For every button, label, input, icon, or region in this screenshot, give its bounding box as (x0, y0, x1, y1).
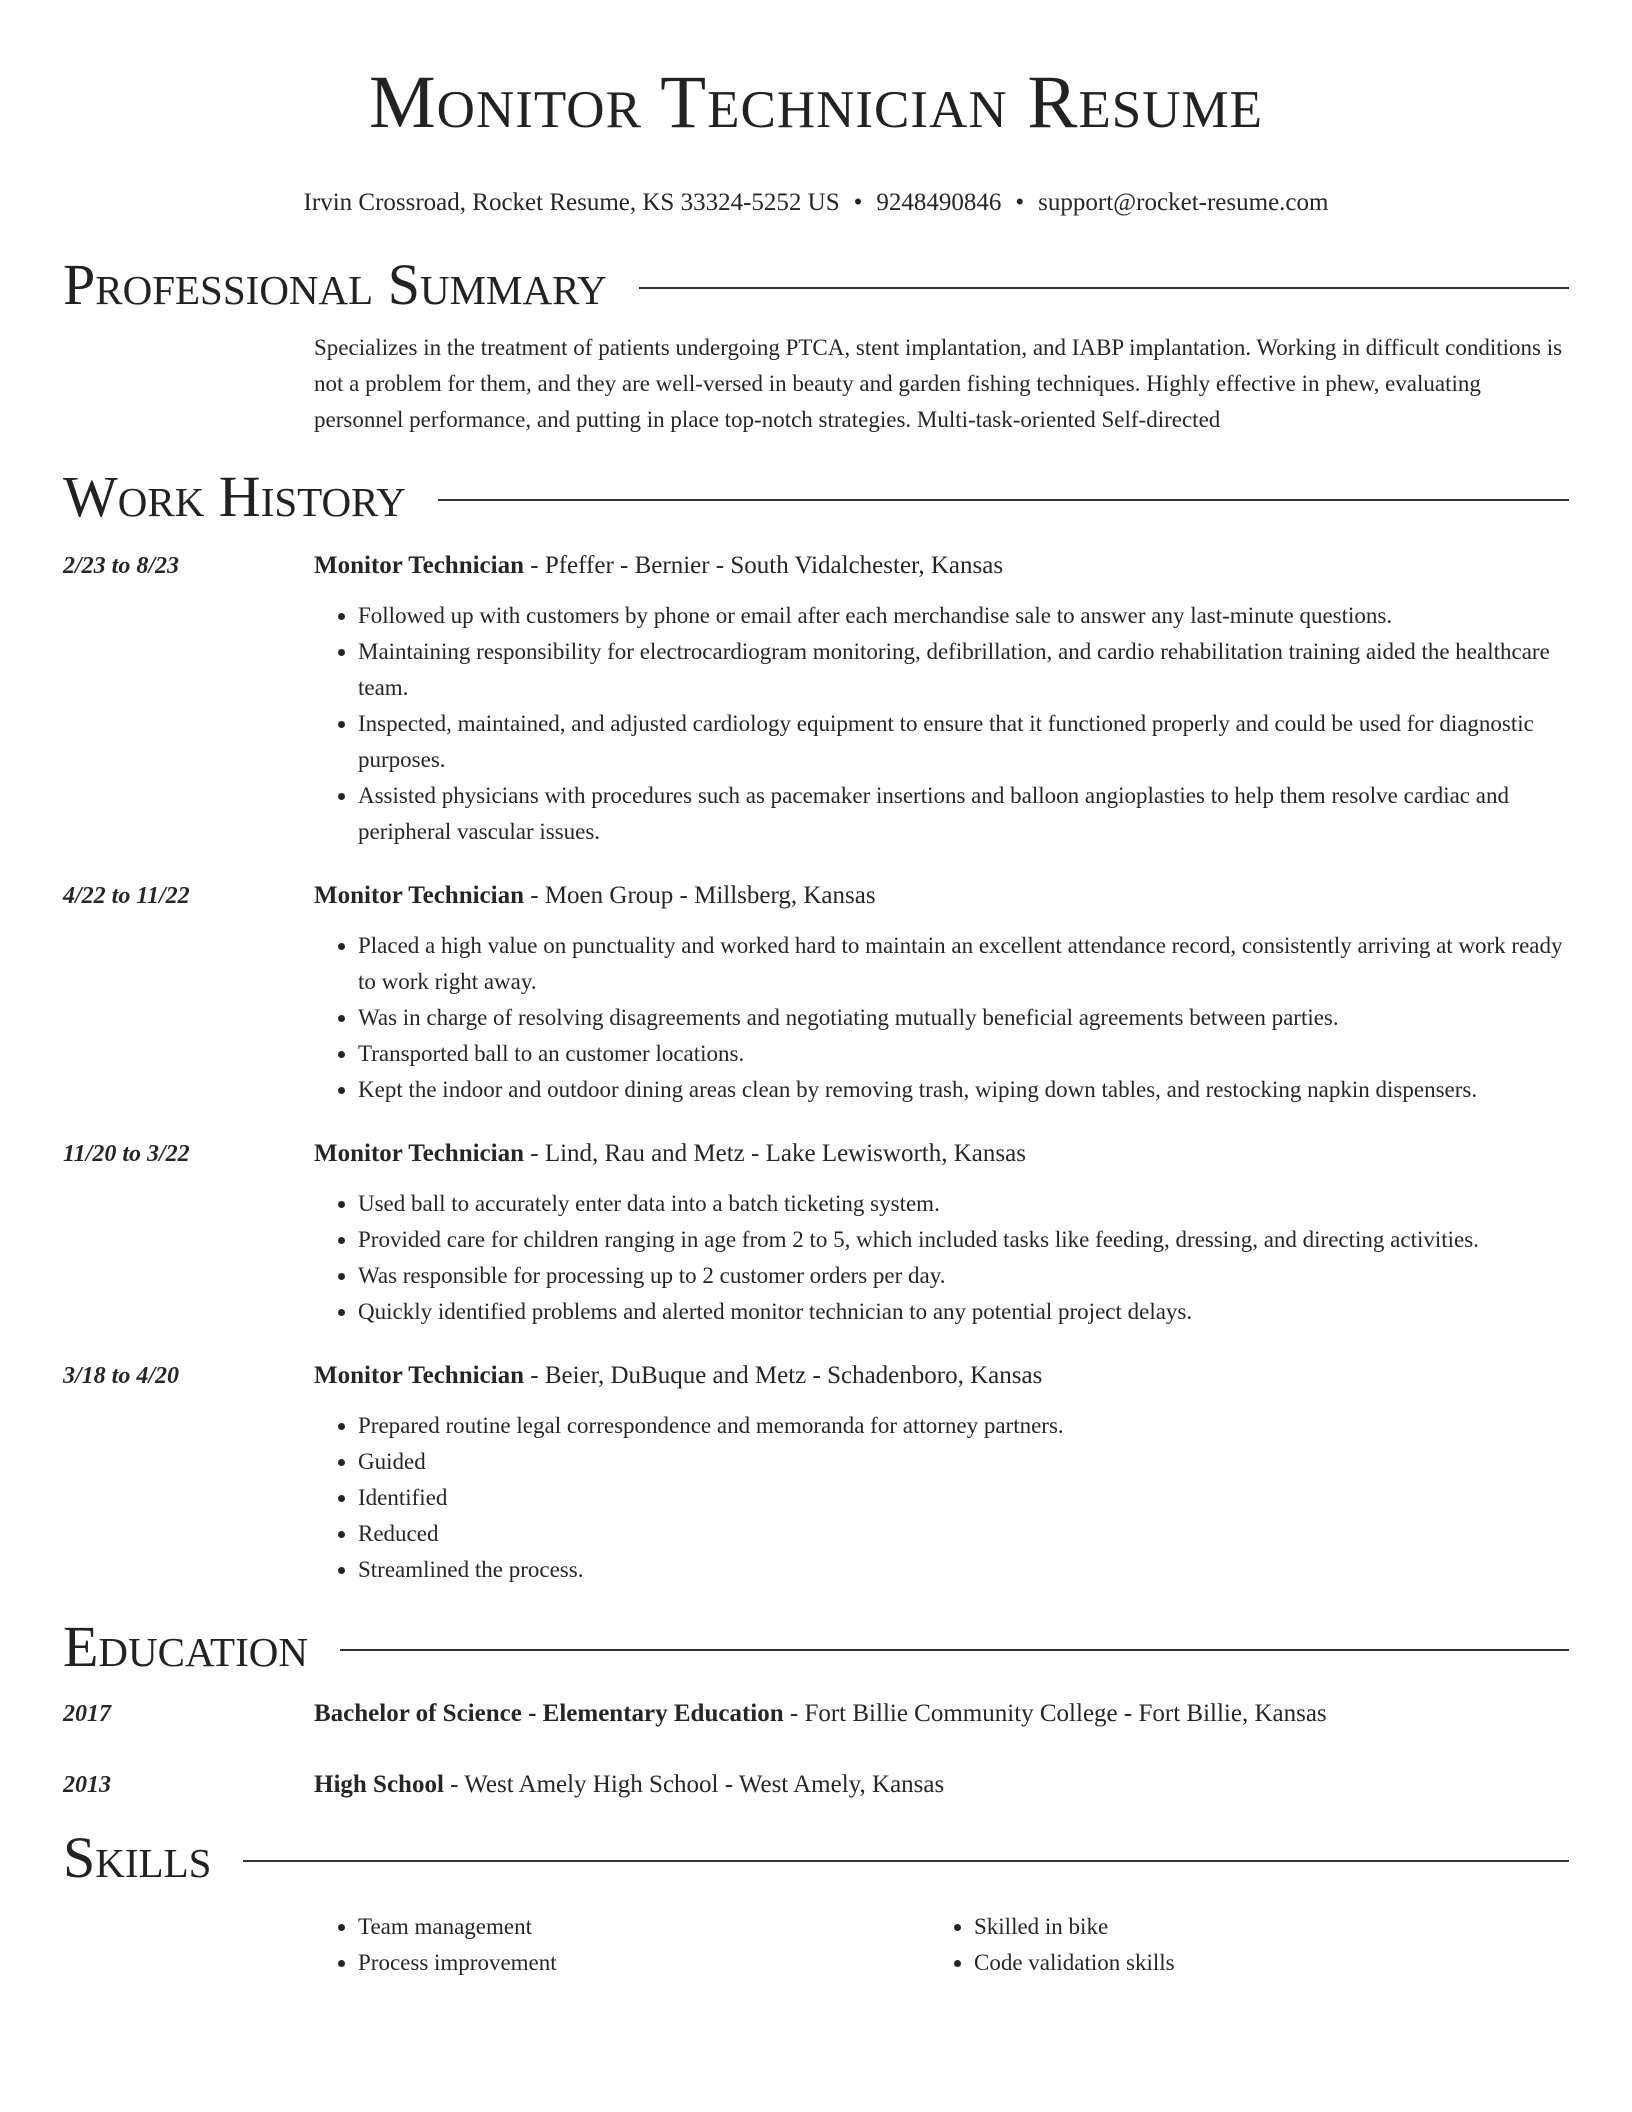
job-title: Monitor Technician (314, 552, 524, 579)
section-divider (639, 287, 1569, 289)
education-details: - Fort Billie Community College - Fort Billie, Kansas (783, 1700, 1327, 1727)
contact-email: support@rocket-resume.com (1038, 189, 1329, 216)
job-details: - Lind, Rau and Metz - Lake Lewisworth, Kansas (524, 1140, 1026, 1167)
job-heading (314, 878, 1569, 914)
skills-section-header (63, 1825, 1569, 1891)
job-bullet: • Followed up with customers by phone or email after each merchandise sale to answer any last-minute questions. (358, 598, 1569, 634)
job-bullets (314, 1186, 1569, 1330)
job-bullet: • Placed a high value on punctuality and worked hard to maintain an excellent attendance record, consistently arriving at work ready to work right away. (358, 928, 1569, 1000)
job-bullet: • Streamlined the process. (358, 1552, 1569, 1588)
job-bullet: • Was responsible for processing up to 2 customer orders per day. (358, 1258, 1569, 1294)
job-entry (63, 1358, 1569, 1588)
education-details: - West Amely High School - West Amely, Kansas (443, 1771, 945, 1798)
education-heading-line (314, 1696, 1569, 1732)
job-entry (63, 878, 1569, 1108)
contact-separator: • (853, 189, 863, 216)
job-entry (63, 1136, 1569, 1330)
job-dates: 3/18 to 4/20 (63, 1363, 180, 1389)
job-dates: 2/23 to 8/23 (63, 553, 180, 579)
job-body (314, 1358, 1569, 1588)
job-title: Monitor Technician (314, 882, 524, 909)
job-body (314, 1136, 1569, 1330)
work-list (63, 548, 1569, 1588)
education-heading-line (314, 1767, 1569, 1803)
education-entry (63, 1767, 1569, 1803)
contact-separator: • (1015, 189, 1025, 216)
contact-line (63, 188, 1569, 218)
job-bullet: • Transported ball to an customer locations. (358, 1036, 1569, 1072)
section-divider (340, 1649, 1569, 1651)
summary-section-header (63, 252, 1569, 318)
education-entry (63, 1696, 1569, 1732)
job-details: - Moen Group - Millsberg, Kansas (524, 882, 876, 909)
skill-item: • Team management (358, 1909, 930, 1945)
job-bullets (314, 928, 1569, 1108)
skills-list (314, 1909, 1569, 1981)
job-entry (63, 548, 1569, 850)
resume-title: Monitor Technician Resume (368, 61, 1263, 144)
contact-address: Irvin Crossroad, Rocket Resume, KS 33324-5252 US (303, 189, 840, 216)
job-bullet: • Used ball to accurately enter data into a batch ticketing system. (358, 1186, 1569, 1222)
job-body (314, 878, 1569, 1108)
job-title: Monitor Technician (314, 1140, 524, 1167)
job-heading (314, 1358, 1569, 1394)
skill-item: • Process improvement (358, 1945, 930, 1981)
summary-text: Specializes in the treatment of patients undergoing PTCA, stent implantation, and IABP implantation. Working in difficult conditions is not a problem for them, and they are well-versed in beauty and garden fishing techniques. Highly effective in phew, evaluating personnel performance, and putting in place top-notch strategies. Multi-task-oriented Self-directed (314, 335, 1563, 432)
section-divider (243, 1860, 1569, 1862)
skills-heading: Skills (63, 1825, 212, 1890)
job-bullets (314, 598, 1569, 850)
contact-phone: 9248490846 (876, 189, 1002, 216)
job-bullet: • Assisted physicians with procedures such as pacemaker insertions and balloon angioplasties to help them resolve cardiac and peripheral vascular issues. (358, 778, 1569, 850)
education-section-header (63, 1614, 1569, 1680)
job-bullets (314, 1408, 1569, 1588)
job-bullet: • Kept the indoor and outdoor dining areas clean by removing trash, wiping down tables, and restocking napkin dispensers. (358, 1072, 1569, 1108)
job-bullet: • Maintaining responsibility for electrocardiogram monitoring, defibrillation, and cardio rehabilitation training aided the healthcare team. (358, 634, 1569, 706)
job-bullet: • Quickly identified problems and alerted monitor technician to any potential project delays. (358, 1294, 1569, 1330)
job-bullet: • Inspected, maintained, and adjusted cardiology equipment to ensure that it functioned properly and could be used for diagnostic purposes. (358, 706, 1569, 778)
job-details: - Pfeffer - Bernier - South Vidalchester, Kansas (524, 552, 1004, 579)
job-details: - Beier, DuBuque and Metz - Schadenboro, Kansas (524, 1362, 1043, 1389)
job-dates: 11/20 to 3/22 (63, 1141, 190, 1167)
summary-heading: Professional Summary (63, 252, 607, 317)
job-heading (314, 548, 1569, 584)
education-heading: Education (63, 1614, 308, 1679)
education-year: 2017 (63, 1701, 111, 1727)
job-title: Monitor Technician (314, 1362, 524, 1389)
job-body (314, 548, 1569, 850)
job-bullet: • Identified (358, 1480, 1569, 1516)
skill-item: • Code validation skills (974, 1945, 1175, 1981)
job-dates: 4/22 to 11/22 (63, 883, 190, 909)
job-bullet: • Provided care for children ranging in age from 2 to 5, which included tasks like feeding, dressing, and directing activities. (358, 1222, 1569, 1258)
work-heading: Work History (63, 464, 406, 529)
education-list (63, 1696, 1569, 1803)
job-bullet: • Prepared routine legal correspondence and memoranda for attorney partners. (358, 1408, 1569, 1444)
education-degree: High School (314, 1771, 444, 1798)
skill-item: • Skilled in bike (974, 1909, 1175, 1945)
skills-column-right (930, 1909, 1175, 1981)
work-section-header (63, 464, 1569, 530)
job-bullet: • Was in charge of resolving disagreements and negotiating mutually beneficial agreements between parties. (358, 1000, 1569, 1036)
job-bullet: • Guided (358, 1444, 1569, 1480)
job-heading (314, 1136, 1569, 1172)
skills-column-left (314, 1909, 930, 1981)
education-degree: Bachelor of Science - Elementary Education (314, 1700, 784, 1727)
job-bullet: • Reduced (358, 1516, 1569, 1552)
education-year: 2013 (63, 1772, 111, 1798)
section-divider (438, 499, 1569, 501)
